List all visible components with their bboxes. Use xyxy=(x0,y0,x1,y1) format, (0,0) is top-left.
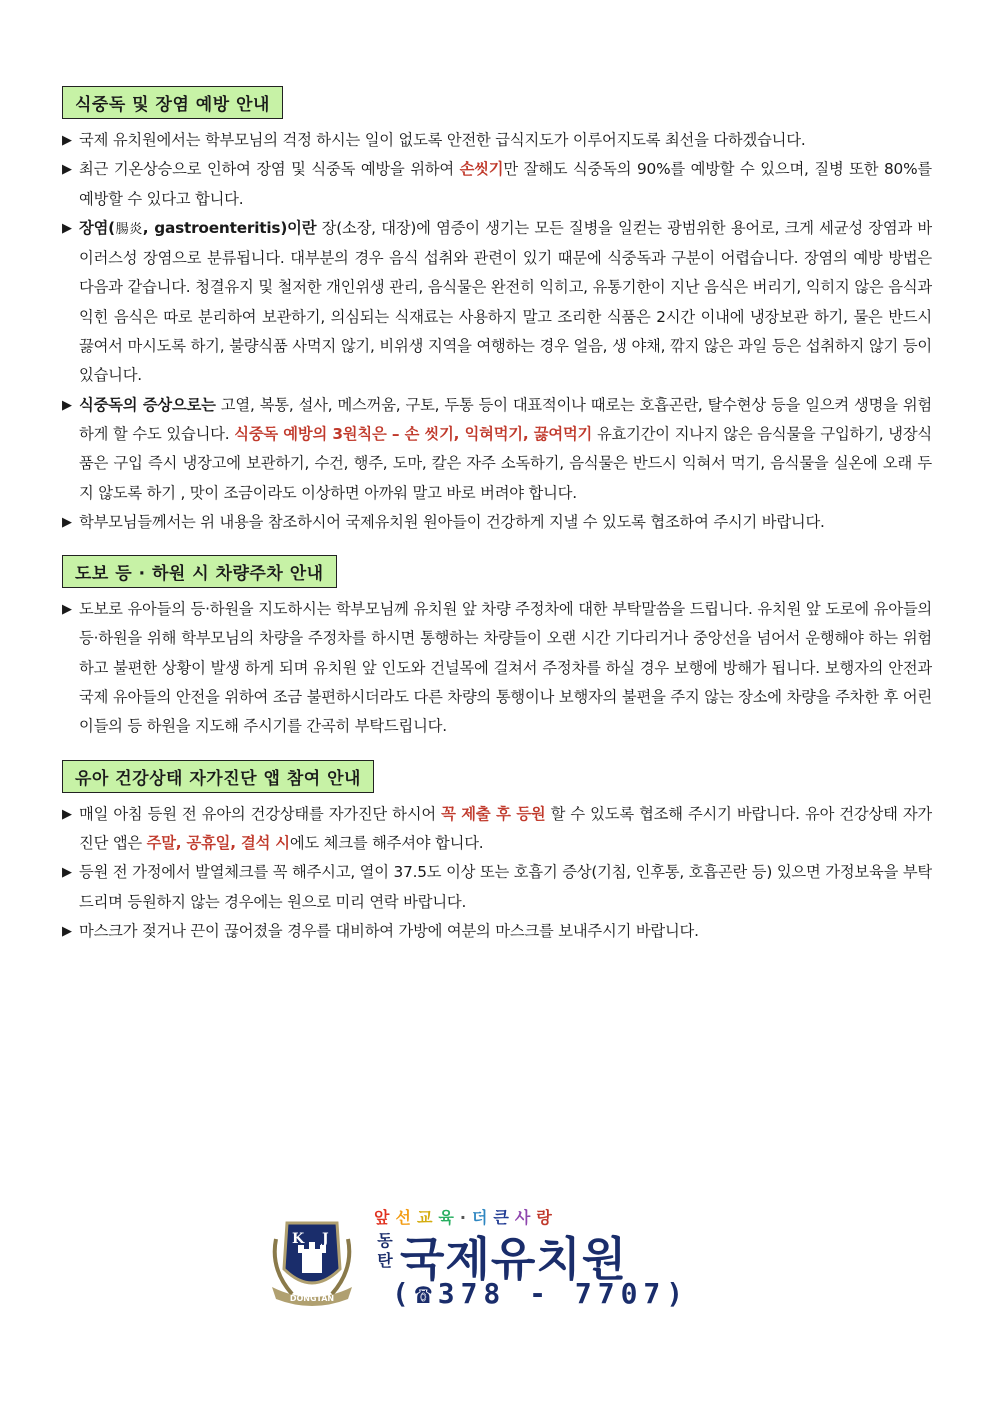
section-health-app xyxy=(62,760,932,946)
slogan: 앞선교육·더큰사랑 xyxy=(374,1208,558,1227)
paragraph: ▶ 최근 기온상승으로 인하여 장염 및 식중독 예방을 위하여 손씻기만 잘해도 식중독의 90%를 예방할 수 있으며, 질병 또한 80%를 예방할 수 있다고 합니다. xyxy=(62,155,932,214)
paragraph: ▶ 학부모님들께서는 위 내용을 참조하시어 국제유치원 원아들이 건강하게 지낼 수 있도록 협조하여 주시기 바랍니다. xyxy=(62,508,932,537)
highlight-text: 주말, 공휴일, 결석 시 xyxy=(146,833,290,852)
paragraph: ▶ 국제 유치원에서는 학부모님의 걱정 하시는 일이 없도록 안전한 급식지도가 이루어지도록 최선을 다하겠습니다. xyxy=(62,126,932,155)
section-food-poisoning xyxy=(62,86,932,537)
phone-number: (☎378 - 7707) xyxy=(392,1277,690,1310)
paragraph: ▶ 매일 아침 등원 전 유아의 건강상태를 자가진단 하시어 꼭 제출 후 등원 할 수 있도록 협조해 주시기 바랍니다. 유아 건강상태 자가진단 앱은 주말, 공휴일, 결석 시에도 체크를 해주셔야 합니다. xyxy=(62,800,932,859)
highlight-text: 꼭 제출 후 등원 xyxy=(441,804,546,823)
section-heading: 도보 등 · 하원 시 차량주차 안내 xyxy=(62,555,337,588)
paragraph: ▶ 마스크가 젖거나 끈이 끊어졌을 경우를 대비하여 가방에 여분의 마스크를 보내주시기 바랍니다. xyxy=(62,917,932,946)
emblem-ribbon-text: DONGTAN xyxy=(289,1294,335,1303)
highlight-text: 식중독 예방의 3원칙은 – 손 씻기, 익혀먹기, 끓여먹기 xyxy=(234,424,593,443)
arrow-icon: ▶ xyxy=(62,923,72,939)
arrow-icon: ▶ xyxy=(62,602,72,618)
arrow-icon: ▶ xyxy=(62,865,72,881)
kindergarten-logo xyxy=(262,1205,692,1315)
emblem-letter-j: J xyxy=(322,1231,329,1247)
arrow-icon: ▶ xyxy=(62,162,72,178)
arrow-icon: ▶ xyxy=(62,806,72,822)
emblem-letter-k: K xyxy=(292,1231,305,1247)
location-label: 동 탄 xyxy=(377,1231,393,1270)
highlight-text: 손씻기 xyxy=(459,160,504,179)
kindergarten-name: 국제유치원 xyxy=(400,1232,628,1286)
emblem-icon xyxy=(262,1209,362,1309)
paragraph: ▶ 장염(腸炎, gastroenteritis)이란 장(소장, 대장)에 염증이 생기는 모든 질병을 일컫는 광범위한 용어로, 크게 세균성 장염과 바이러스성 장염으로 분류됩니다. 대부분의 경우 음식 섭취와 관련이 있기 때문에 식중독과 구분이 어렵습니다. 장염의 예방 방법은 다음과 같습니다. 청결유지 및 철저한 개인위생 관리, 음식물은 완전히 익히고, 유통기한이 지난 음식은 버리기, 익히지 않은 음식과 익힌 음식은 따로 분리하여 보관하기, 의심되는 식재료는 사용하지 말고 조리한 식품은 2시간 이내에 냉장보관 하기, 물은 반드시 끓여서 마시도록 하기, 불량식품 사먹지 않기, 비위생 지역을 여행하는 경우 얼음, 생 야채, 깎지 않은 과일 등은 섭취하지 않기 등이 있습니다. xyxy=(62,214,932,391)
arrow-icon: ▶ xyxy=(62,220,72,236)
paragraph: ▶ 도보로 유아들의 등·하원을 지도하시는 학부모님께 유치원 앞 차량 주정차에 대한 부탁말씀을 드립니다. 유치원 앞 도로에 유아들의 등·하원을 위해 학부모님의 차량을 주정차를 하시면 통행하는 차량들이 오랜 시간 기다리거나 중앙선을 넘어서 운행해야 하는 위험하고 불편한 상황이 발생 하게 되며 유치원 앞 인도와 건널목에 걸쳐서 주정차를 하실 경우 보행에 방해가 됩니다. 보행자의 안전과 국제 유아들의 안전을 위하여 조금 불편하시더라도 다른 차량의 통행이나 보행자의 불편을 주지 않는 장소에 차량을 주차한 후 어린이들의 등 하원을 지도해 주시기를 간곡히 부탁드립니다. xyxy=(62,595,932,741)
paragraph: ▶ 등원 전 가정에서 발열체크를 꼭 해주시고, 열이 37.5도 이상 또는 호흡기 증상(기침, 인후통, 호흡곤란 등) 있으면 가정보육을 부탁드리며 등원하지 않는 경우에는 원으로 미리 연락 바랍니다. xyxy=(62,858,932,917)
section-heading: 식중독 및 장염 예방 안내 xyxy=(62,86,283,119)
section-heading: 유아 건강상태 자가진단 앱 참여 안내 xyxy=(62,760,374,793)
arrow-icon: ▶ xyxy=(62,397,72,413)
arrow-icon: ▶ xyxy=(62,133,72,148)
arrow-icon: ▶ xyxy=(62,514,72,530)
notice-page xyxy=(62,86,932,964)
section-parking xyxy=(62,555,932,741)
paragraph: ▶ 식중독의 증상으로는 고열, 복통, 설사, 메스꺼움, 구토, 두통 등이 대표적이나 때로는 호흡곤란, 탈수현상 등을 일으켜 생명을 위험 하게 할 수도 있습니다. 식중독 예방의 3원칙은 – 손 씻기, 익혀먹기, 끓여먹기 유효기간이 지나지 않은 음식물을 구입하기, 냉장식품은 구입 즉시 냉장고에 보관하기, 수건, 행주, 도마, 칼은 자주 소독하기, 음식물은 반드시 익혀서 먹기, 음식물을 실온에 오래 두지 않도록 하기 , 맛이 조금이라도 이상하면 아까워 말고 바로 버려야 합니다. xyxy=(62,391,932,508)
